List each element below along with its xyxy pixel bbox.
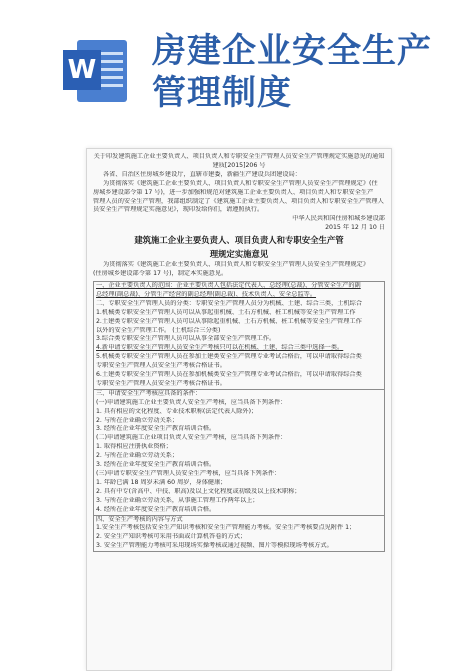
section-line: 3. 安全生产管理能力考核可采用现场实操考核或通过视频、图片等模拟现场考核方式。 [96, 542, 333, 550]
section-line: 1.机械类专职安全生产管理人员可以从事起重机械、土石方机械、桩工机械等安全生产管理工作 [96, 308, 356, 316]
section-line: (三)申请专职安全生产管理人员安全生产考核，应当具备下列条件： [96, 470, 281, 477]
section-line: 2. 与所在企业确立劳动关系； [96, 416, 179, 424]
section-line: 4. 经所在企业年度安全生产教育培训合格。 [96, 505, 216, 513]
body-line: 为贯彻落实《建筑施工企业主要负责人、项目负责人和专职安全生产管理人员安全生产管理规定》(住 [103, 179, 378, 187]
issue-date: 2015 年 12 月 10 日 [325, 224, 385, 232]
section-line: 以外的安全生产管理工作。 (土机综合三分类) [96, 326, 221, 334]
section-line: 1. 年龄已满 18 周岁未满 60 周岁，身体健康； [96, 478, 227, 486]
section-line: 专职安全生产管理人员安全生产考核合格证书。 [96, 362, 226, 370]
section-line: 2. 安全生产知识考核可采用书面或计算机答卷的方式； [96, 533, 247, 541]
intro-line: 为贯彻落实《建筑施工企业主要负责人、项目负责人和专职安全生产管理人员安全生产管理规定》 [103, 261, 370, 269]
document-preview-page[interactable] [86, 148, 392, 671]
section-line: 2. 具有中专(含高中、中技、职高)及以上文化程度或初级及以上技术职称； [96, 487, 301, 495]
requirements-table [93, 281, 385, 552]
section-line: 2.土建类专职安全生产管理人员可以从事除起重机械、土石方机械、桩工机械等安全生产管理工作 [96, 317, 362, 325]
section-line: 四、安全生产考核的内容与方式 [96, 515, 183, 523]
section-line: 总经理(副总裁)、分管生产经营的副总经理(副总裁)、技术负责人、安全总监等。 [96, 290, 317, 298]
section-line: (一)申请建筑施工企业主要负责人安全生产考核，应当具备下列条件： [96, 398, 287, 406]
section-line: 1.安全生产考核包括安全生产知识考核和安全生产管理能力考核。安全生产考核要点见附件 1； [96, 524, 356, 532]
section-line: 1. 取得相应注册执业资格； [96, 443, 172, 451]
section-line: 4.新申请专职安全生产管理人员安全生产考核只可以在机械、土建、综合三类中选择一类。 [96, 344, 344, 352]
section-line: (二)申请建筑施工企业项目负责人安全生产考核，应当具备下列条件： [96, 434, 287, 442]
body-line: 房城乡建设部令第 17 号)，进一步加强和规范对建筑施工企业主要负责人、项目负责人和专职安全生产 [93, 188, 374, 196]
issuer: 中华人民共和国住房和城乡建设部 [292, 215, 385, 223]
intro-line: (住房城乡建设部令第 17 号)，制定本实施意见。 [93, 270, 228, 278]
section-conditions [94, 389, 384, 515]
section-line: 3.综合类专职安全生产管理人员可以从事全部安全生产管理工作。 [96, 335, 276, 343]
document-body [93, 153, 385, 552]
section-exam [94, 515, 384, 552]
recipients: 各省、自治区住房城乡建设厅，直辖市建委，新疆生产建设兵团建设局： [103, 170, 301, 178]
notice-title: 关于印发建筑施工企业主要负责人、项目负责人和专职安全生产管理人员安全生产管理规定实施意见的通知 [93, 153, 385, 160]
doc-number: 建质[2015]206 号 [212, 161, 266, 169]
document-title [152, 30, 432, 114]
section-line: 6.土建类专职安全生产管理人员在参加机械类安全生产管理专业考试合格后，可以申请取得综合类 [96, 371, 362, 379]
section-line: 5.机械类专职安全生产管理人员在参加土建类安全生产管理专业考试合格后，可以申请取得综合类 [96, 353, 362, 361]
section-line: 3. 经所在企业年度安全生产教育培训合格。 [96, 425, 216, 433]
heading-line-1: 建筑施工企业主要负责人、项目负责人和专职安全生产管 [134, 235, 344, 246]
body-line: 管理人员的安全生产管理，我部组织制定了《建筑施工企业主要负责人、项目负责人和专职安全生产管理人 [93, 197, 384, 205]
section-line: 2. 与所在企业确立劳动关系； [96, 452, 179, 460]
section-scope [94, 282, 384, 389]
section-line: 一、企业主要负责人的范围：企业主要负责人包括法定代表人、总经理(总裁)、分管安全生产的副 [96, 281, 361, 289]
section-line: 专职安全生产管理人员安全生产考核合格证书。 [96, 379, 226, 387]
section-line: 1. 具有相应的文化程度、专业技术职称(法定代表人除外)； [96, 407, 258, 415]
section-line: 3. 与所在企业确立劳动关系，从事施工管理工作两年以上； [96, 496, 259, 504]
section-line: 3. 经所在企业年度安全生产教育培训合格。 [96, 461, 216, 469]
word-icon-letter: W [63, 50, 101, 90]
section-line: 二、专职安全生产管理人员的分类：专职安全生产管理人员分为机械、土建、综合三类，土机综合 [96, 299, 363, 307]
body-line: 员安全生产管理规定实施意见》，现印发给你们，请遵照执行。 [93, 206, 264, 214]
title-line-1: 房建企业安全生产 [152, 31, 432, 71]
document-banner [0, 0, 474, 140]
word-icon [63, 38, 131, 104]
heading-line-2: 理规定实施意见 [209, 249, 269, 260]
title-line-2: 管理制度 [152, 73, 292, 113]
section-line: 三、申请安全生产考核应具备的条件： [96, 389, 202, 397]
